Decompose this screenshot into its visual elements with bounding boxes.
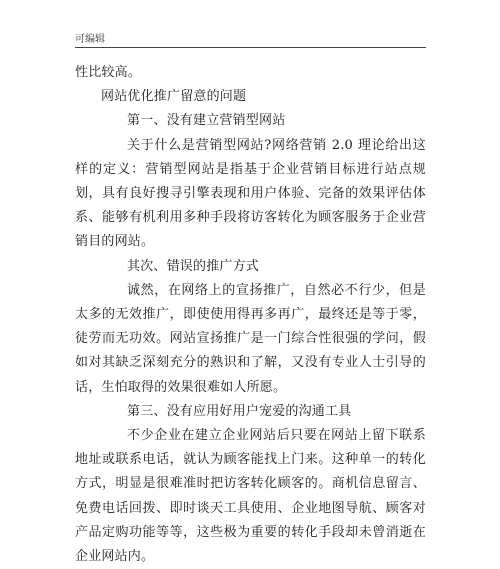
paragraph-wrong-promotion: 诚然，在网络上的宣扬推广，自然必不行少，但是太多的无效推广，即使使用得再多再广，最终还是等于零，徒劳而无功效。网站宣扬推广是一门综合性很强的学问，假如对其缺乏深刻充分的熟识和了解，又没有专业人士引导的话，生怕取得的效果很难如人所愿。	[75, 282, 426, 395]
paragraph-continuation: 性比较高。	[75, 65, 142, 80]
page-header-label: 可编辑	[75, 34, 105, 45]
document-body	[75, 61, 426, 569]
paragraph-communication-tools: 不少企业在建立企业网站后只要在网站上留下联系地址或联系电话，就认为顾客能找上门来。这种单一的转化方式，明显是很难准时把访客转化顾客的。商机信息留言、免费电话回拨、即时谈天工具使用、企业地图导航、顾客对产品定购功能等等，这些极为重要的转化手段却未曾消逝在企业网站内。	[75, 428, 426, 565]
paragraph-marketing-site: 关于什么是营销型网站?网络营销 2.0 理论给出这样的定义：营销型网站是指基于企业营销目标进行站点规划，具有良好搜寻引擎表现和用户体验、完备的效果评估体系、能够有机利用多种手段将访客转化为顾客服务于企业营销目的网站。	[75, 137, 426, 250]
header-divider	[75, 47, 426, 48]
subsection-heading-1: 第一、没有建立营销型网站	[127, 113, 286, 129]
subsection-heading-2: 其次、错误的推广方式	[127, 258, 260, 274]
section-heading: 网站优化推广留意的问题	[101, 89, 247, 105]
subsection-heading-3: 第三、没有应用好用户宠爱的沟通工具	[127, 403, 352, 419]
